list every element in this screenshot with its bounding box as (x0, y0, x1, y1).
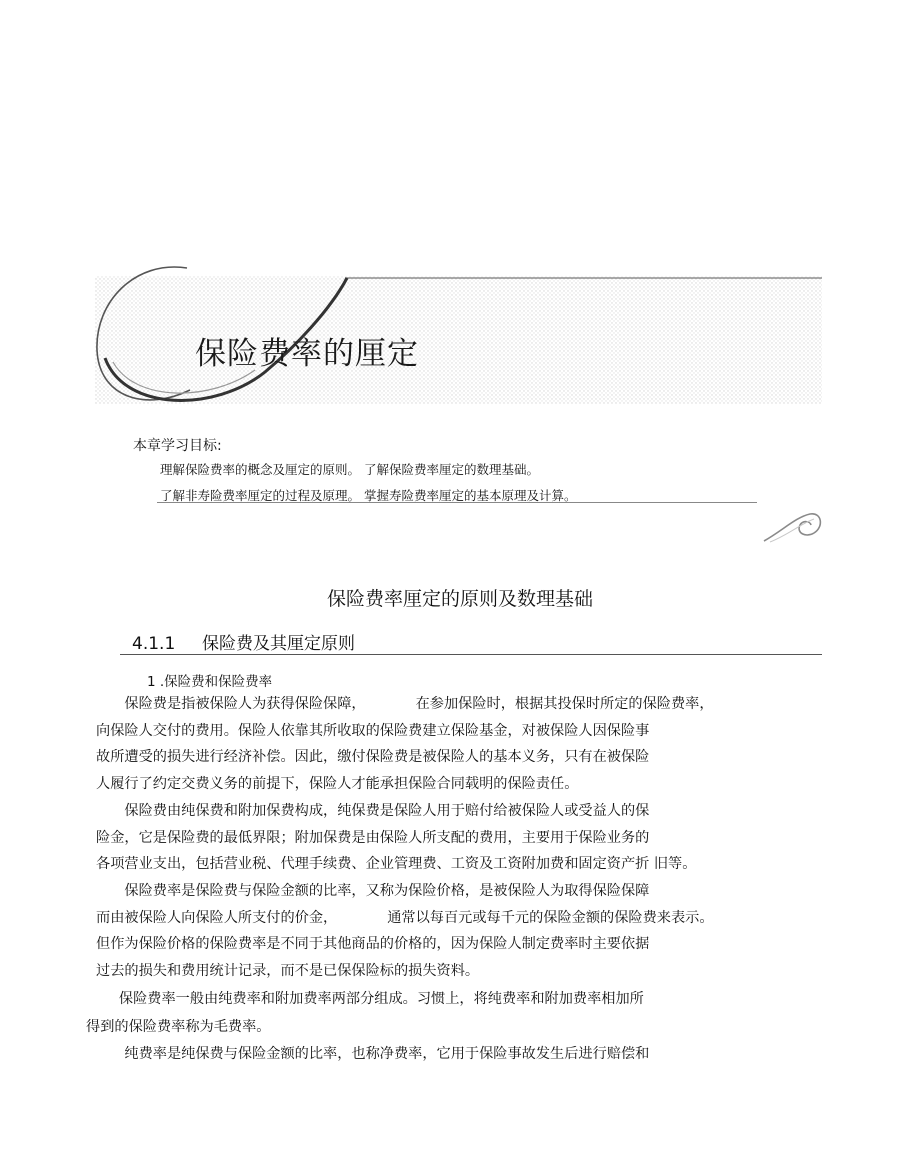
text-segment: 通常以每百元或每千元的保险金额的保险费来表示。 (387, 909, 714, 926)
subsection-title: 保险费及其厘定原则 (202, 634, 355, 654)
paragraph (86, 986, 644, 1041)
text-line: 各项营业支出，包括营业税、代理手续费、企业管理费、工资及工资附加费和固定资产折 旧等。 (96, 856, 697, 873)
objectives-divider (157, 502, 757, 503)
paragraph (96, 878, 714, 985)
text-segment: 而由被保险人向保险人所支付的价金， (96, 909, 338, 926)
text-line: 向保险人交付的费用。保险人依靠其所收取的保险费建立保险基金，对被保险人因保险事 (96, 722, 650, 739)
text-line: 险金，它是保险费的最低界限；附加保费是由保险人所支配的费用，主要用于保险业务的 (96, 829, 650, 846)
subsection-divider (120, 654, 822, 655)
text-line: 纯费率是纯保费与保险金额的比率，也称净费率，它用于保险事故发生后进行赔偿和 (96, 1046, 650, 1062)
point-title: 1 .保险费和保险费率 (147, 674, 273, 690)
text-line (96, 905, 714, 932)
text-line: 但作为保险价格的保险费率是不同于其他商品的价格的，因为保险人制定费率时主要依据 (96, 936, 650, 953)
chapter-title: 保险费率的厘定 (195, 336, 419, 372)
text-line: 得到的保险费率称为毛费率。 (86, 1018, 271, 1035)
objectives-heading: 本章学习目标: (133, 438, 222, 454)
text-line: 保险费率是保险费与保险金额的比率，又称为保险价格，是被保险人为取得保险保障 (96, 883, 650, 899)
paragraph (96, 1041, 649, 1068)
text-line: 故所遭受的损失进行经济补偿。因此，缴付保险费是被保险人的基本义务，只有在被保险 (96, 749, 650, 766)
objective-line: 理解保险费率的概念及厘定的原则。 了解保险费率厘定的数理基础。 (160, 462, 539, 477)
text-line: 过去的损失和费用统计记录，而不是已保保险标的损失资料。 (96, 963, 480, 980)
paragraph (96, 798, 696, 878)
objective-line: 了解非寿险费率厘定的过程及原理。 掌握寿险费率厘定的基本原理及计算。 (160, 488, 577, 503)
subsection-number: 4.1.1 (132, 634, 176, 654)
swirl-ornament (762, 509, 824, 545)
text-line: 人履行了约定交费义务的前提下，保险人才能承担保险合同载明的保险责任。 (96, 776, 579, 793)
subsection-heading (132, 629, 355, 654)
section-heading: 保险费率厘定的原则及数理基础 (326, 588, 593, 610)
text-line: 保险费由纯保费和附加保费构成，纯保费是保险人用于赔付给被保险人或受益人的保 (96, 803, 650, 819)
paragraph (96, 691, 714, 798)
text-line: 保险费率一般由纯费率和附加费率两部分组成。习惯上，将纯费率和附加费率相加所 (86, 991, 644, 1007)
text-line (96, 691, 714, 718)
text-segment: 保险费是指被保险人为获得保险保障， (96, 696, 366, 712)
text-segment: 在参加保险时，根据其投保时所定的保险费率， (415, 696, 714, 712)
